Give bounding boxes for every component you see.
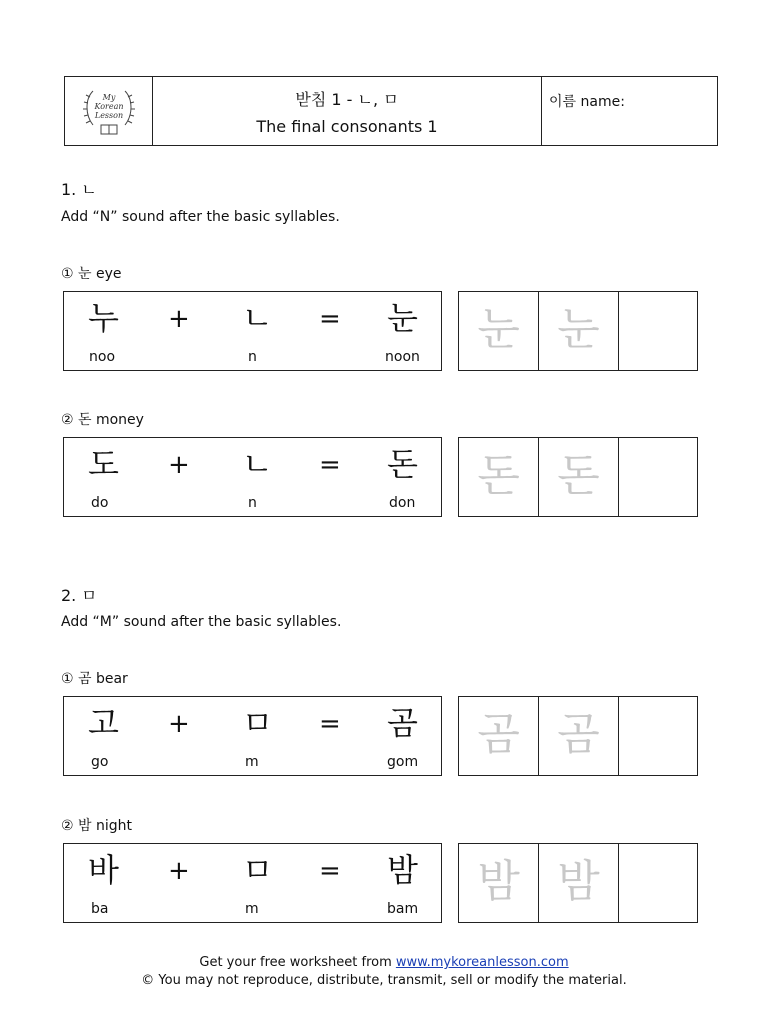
logo-cell xyxy=(65,77,153,145)
item-label: ① 눈 eye xyxy=(61,266,122,282)
item-label: ② 밤 night xyxy=(61,818,132,834)
base-romanization: go xyxy=(91,754,109,770)
result-romanization: noon xyxy=(385,349,420,365)
section-2-title: 2. ㅁ xyxy=(61,586,97,605)
trace-syllable: 곰 xyxy=(557,709,600,760)
blank-practice-cell[interactable] xyxy=(618,438,697,516)
plus-sign: + xyxy=(168,856,190,886)
footer-prefix: Get your free worksheet from xyxy=(199,955,396,970)
trace-cell[interactable] xyxy=(459,697,538,775)
practice-grid xyxy=(458,843,698,923)
worksheet-header xyxy=(64,76,718,146)
base-romanization: noo xyxy=(89,349,116,365)
trace-syllable: 눈 xyxy=(557,304,600,355)
trace-cell[interactable] xyxy=(538,844,617,922)
logo-line: My xyxy=(102,93,116,102)
equals-sign: = xyxy=(319,304,341,334)
result-romanization: bam xyxy=(387,901,419,917)
trace-syllable: 밤 xyxy=(477,856,520,907)
title-korean: 받침 1 - ㄴ, ㅁ xyxy=(295,90,399,109)
plus-sign: + xyxy=(168,304,190,334)
trace-syllable: 돈 xyxy=(557,450,600,501)
equation-box xyxy=(63,843,442,923)
base-syllable: 누 xyxy=(88,299,119,337)
final-consonant: ㅁ xyxy=(242,704,273,742)
result-syllable: 밤 xyxy=(387,851,418,889)
equals-sign: = xyxy=(319,856,341,886)
footer-line-1 xyxy=(0,955,768,970)
final-consonant: ㅁ xyxy=(242,851,273,889)
title-cell xyxy=(153,77,542,145)
trace-syllable: 밤 xyxy=(557,856,600,907)
section-1-title: 1. ㄴ xyxy=(61,180,97,199)
item-label: ② 돈 money xyxy=(61,412,144,428)
final-consonant: ㄴ xyxy=(242,299,273,337)
final-consonant: ㄴ xyxy=(242,445,273,483)
trace-cell[interactable] xyxy=(538,292,617,370)
result-syllable: 눈 xyxy=(387,299,418,337)
section-1-instruction: Add “N” sound after the basic syllables. xyxy=(61,209,340,225)
website-link[interactable]: www.mykoreanlesson.com xyxy=(395,955,569,970)
equals-sign: = xyxy=(319,450,341,480)
name-cell[interactable] xyxy=(542,77,717,145)
trace-syllable: 곰 xyxy=(477,709,520,760)
trace-syllable: 돈 xyxy=(477,450,520,501)
logo-line: Korean xyxy=(94,102,124,111)
item-label: ① 곰 bear xyxy=(61,671,128,687)
equation-box xyxy=(63,437,442,517)
equation-box xyxy=(63,696,442,776)
plus-sign: + xyxy=(168,709,190,739)
trace-cell[interactable] xyxy=(459,844,538,922)
final-romanization: n xyxy=(248,495,257,511)
title-english: The final consonants 1 xyxy=(256,117,438,136)
blank-practice-cell[interactable] xyxy=(618,292,697,370)
practice-grid xyxy=(458,696,698,776)
name-label: 이름 name: xyxy=(549,94,625,110)
my-korean-lesson-logo xyxy=(79,85,139,137)
plus-sign: + xyxy=(168,450,190,480)
logo-line: Lesson xyxy=(94,111,124,120)
result-romanization: don xyxy=(389,495,416,511)
section-2-instruction: Add “M” sound after the basic syllables. xyxy=(61,614,342,630)
final-romanization: m xyxy=(245,901,259,917)
practice-grid xyxy=(458,437,698,517)
result-syllable: 곰 xyxy=(387,704,418,742)
base-syllable: 바 xyxy=(88,851,119,889)
result-syllable: 돈 xyxy=(387,445,418,483)
practice-grid xyxy=(458,291,698,371)
trace-cell[interactable] xyxy=(538,438,617,516)
trace-cell[interactable] xyxy=(459,438,538,516)
final-romanization: n xyxy=(248,349,257,365)
trace-cell[interactable] xyxy=(538,697,617,775)
trace-syllable: 눈 xyxy=(477,304,520,355)
base-romanization: ba xyxy=(91,901,109,917)
equation-box xyxy=(63,291,442,371)
base-syllable: 도 xyxy=(88,445,119,483)
copyright-notice: © You may not reproduce, distribute, transmit, sell or modify the material. xyxy=(141,973,627,988)
final-romanization: m xyxy=(245,754,259,770)
blank-practice-cell[interactable] xyxy=(618,697,697,775)
base-romanization: do xyxy=(91,495,109,511)
trace-cell[interactable] xyxy=(459,292,538,370)
base-syllable: 고 xyxy=(88,704,119,742)
result-romanization: gom xyxy=(387,754,419,770)
equals-sign: = xyxy=(319,709,341,739)
blank-practice-cell[interactable] xyxy=(618,844,697,922)
